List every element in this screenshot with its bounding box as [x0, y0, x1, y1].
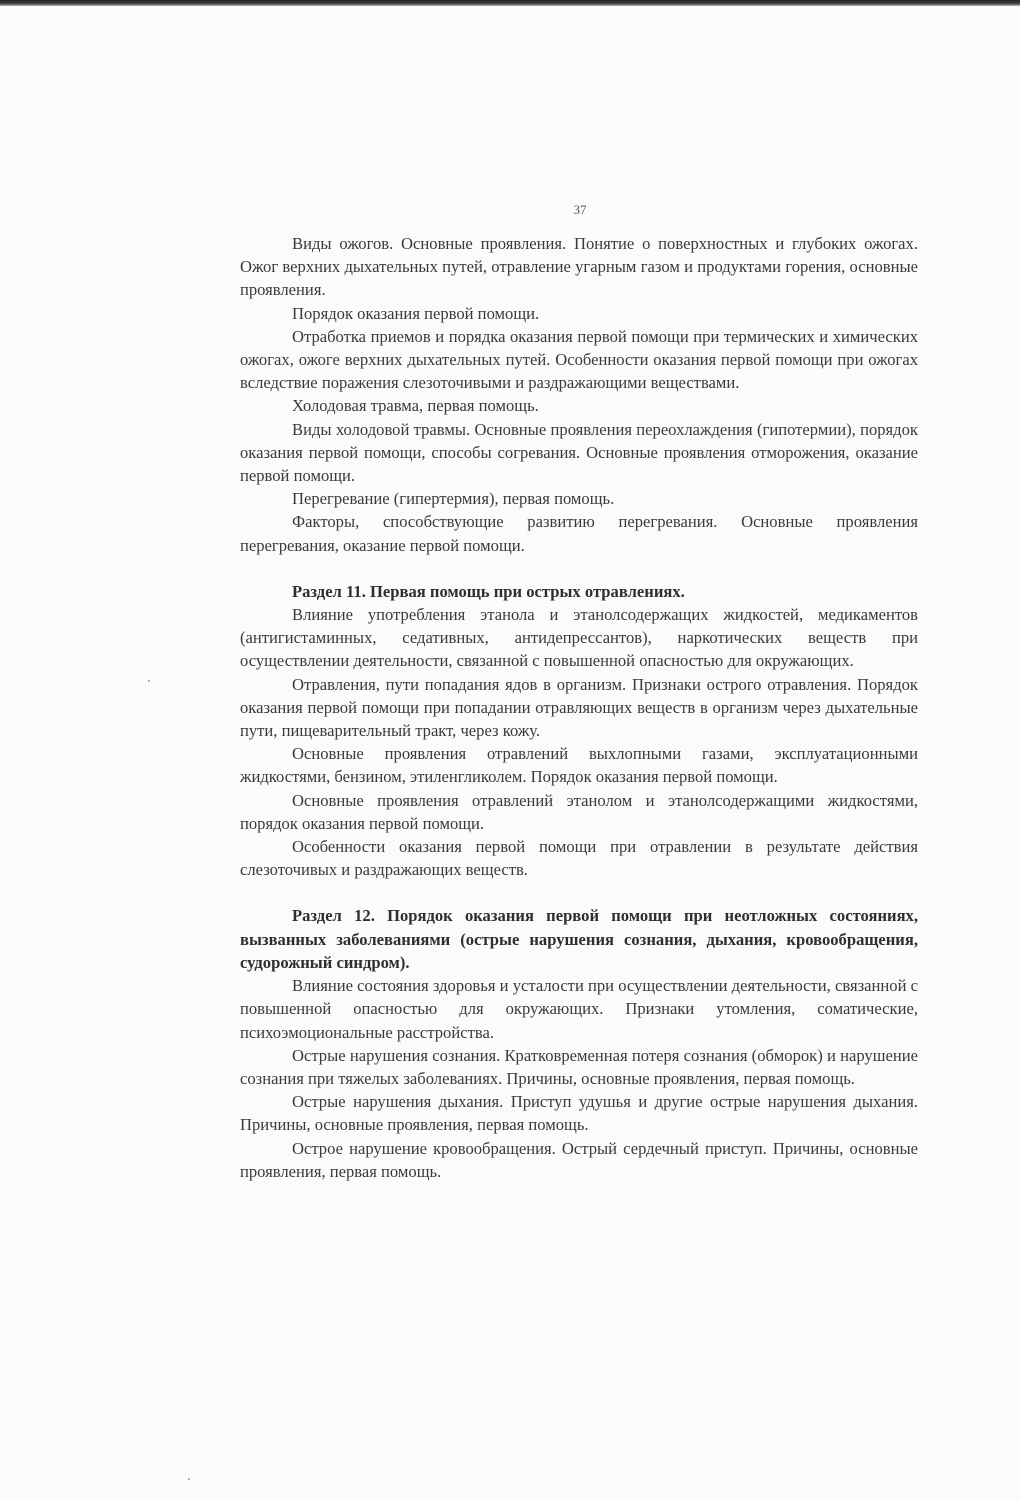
document-body — [240, 232, 918, 1183]
section-11-heading: Раздел 11. Первая помощь при острых отравлениях. — [292, 581, 685, 601]
page-number: 37 — [573, 202, 587, 217]
paragraph: Виды холодовой травмы. Основные проявления переохлаждения (гипотермии), порядок оказания первой помощи, способы согревания. Основные проявления отморожения, оказание первой помощи. — [240, 419, 918, 486]
paragraph: Острое нарушение кровообращения. Острый сердечный приступ. Причины, основные проявления, первая помощь. — [240, 1138, 918, 1181]
paragraph: Влияние состояния здоровья и усталости при осуществлении деятельности, связанной с повышенной опасностью для окружающих. Признаки утомления, соматические, психоэмоциональные расстройства. — [240, 976, 918, 1042]
section-12-heading: Раздел 12. Порядок оказания первой помощи при неотложных состояниях, вызванных заболеваниями (острые нарушения сознания, дыхания, кровообращения, судорожный синдром). — [240, 906, 918, 972]
paragraph: Основные проявления отравлений этанолом и этанолсодержащими жидкостями, порядок оказания первой помощи. — [240, 790, 918, 833]
paragraph: Виды ожогов. Основные проявления. Понятие о поверхностных и глубоких ожогах. Ожог верхних дыхательных путей, отравление угарным газом и продуктами горения, основные проявления. — [240, 234, 918, 300]
paragraph: Острые нарушения дыхания. Приступ удушья и другие острые нарушения дыхания. Причины, основные проявления, первая помощь. — [240, 1092, 918, 1135]
paragraph: Особенности оказания первой помощи при отравлении в результате действия слезоточивых и раздражающих веществ. — [240, 837, 918, 880]
paragraph: Перегревание (гипертермия), первая помощь. — [292, 489, 615, 509]
paragraph: Факторы, способствующие развитию перегревания. Основные проявления перегревания, оказание первой помощи. — [240, 512, 918, 555]
paragraph: Порядок оказания первой помощи. — [292, 303, 540, 323]
paragraph: Острые нарушения сознания. Кратковременная потеря сознания (обморок) и нарушение сознания при тяжелых заболеваниях. Причины, основные проявления, первая помощь. — [240, 1045, 918, 1088]
paragraph: Основные проявления отравлений выхлопными газами, эксплуатационными жидкостями, бензином, этиленгликолем. Порядок оказания первой помощи. — [240, 744, 918, 787]
scan-speck — [148, 680, 150, 682]
paragraph: Отработка приемов и порядка оказания первой помощи при термических и химических ожогах, ожоге верхних дыхательных путей. Особенности оказания первой помощи при ожогах вследствие поражения слезоточивыми и раздражающими веществами. — [240, 326, 918, 393]
paragraph: Влияние употребления этанола и этанолсодержащих жидкостей, медикаментов (антигистаминных, седативных, антидепрессантов), наркотических веществ при осуществлении деятельности, связанной с повышенной опасностью для окружающих. — [240, 605, 918, 671]
paragraph: Холодовая травма, первая помощь. — [292, 396, 539, 416]
scan-speck — [188, 1478, 190, 1480]
section-spacer — [240, 557, 918, 580]
scan-top-edge — [0, 0, 1020, 6]
section-spacer — [240, 881, 918, 904]
paragraph: Отравления, пути попадания ядов в организм. Признаки острого отравления. Порядок оказания первой помощи при попадании отравляющих веществ в организм через дыхательные пути, пищеварительный тракт, через кожу. — [240, 674, 918, 741]
